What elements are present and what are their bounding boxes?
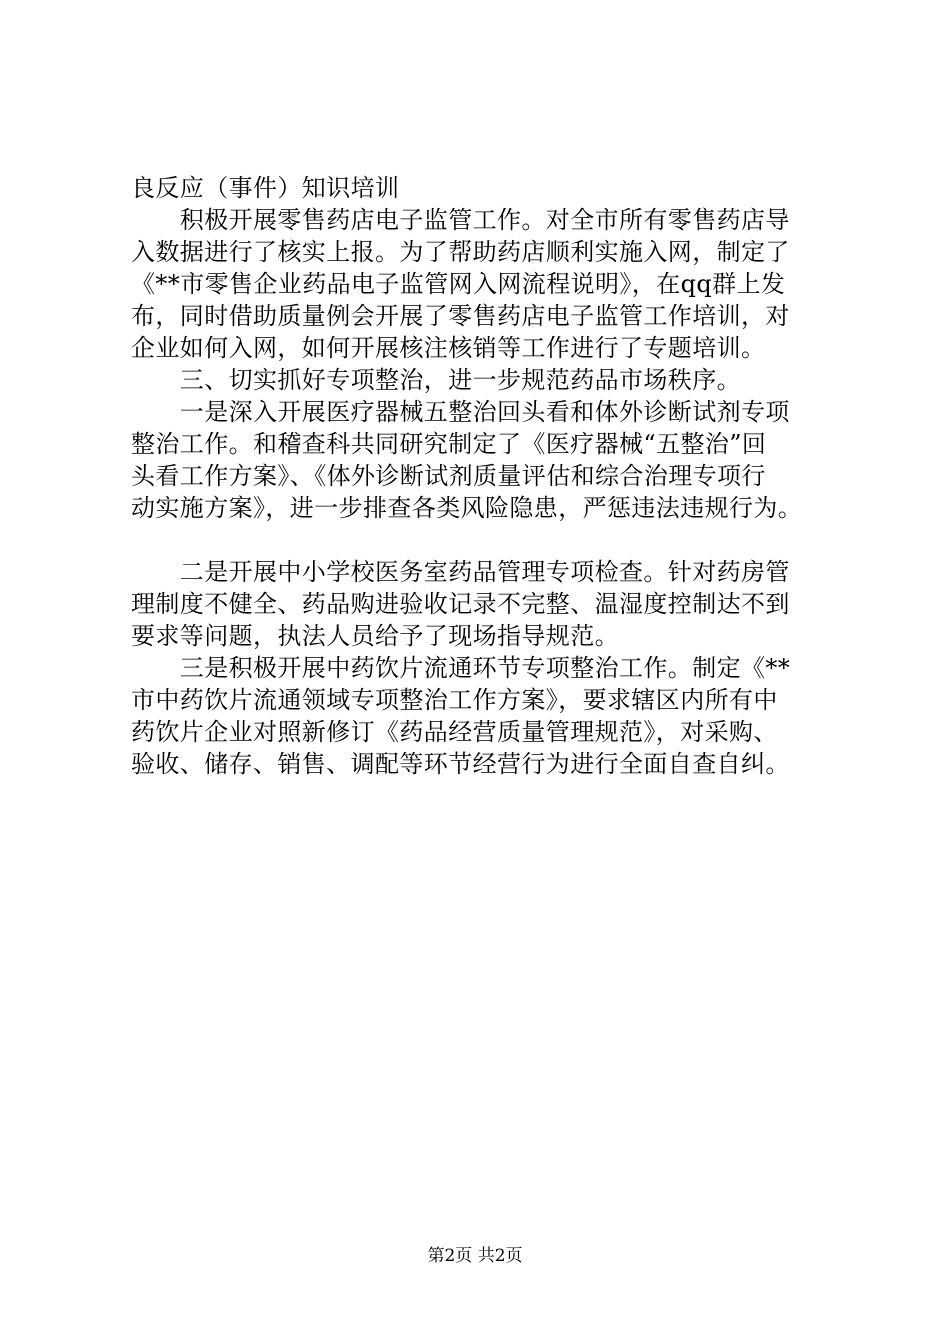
text-line: 入数据进行了核实上报。为了帮助药店顺利实施入网，制定了 [131, 238, 790, 266]
text-line: 要求等问题，执法人员给予了现场指导规范。 [131, 622, 619, 650]
text-line: 理制度不健全、药品购进验收记录不完整、温湿度控制达不到 [131, 590, 790, 618]
text-line: 市中药饮片流通领域专项整治工作方案》，要求辖区内所有中 [131, 686, 778, 714]
text-line: 积极开展零售药店电子监管工作。对全市所有零售药店导 [131, 206, 790, 234]
text-line: 《**市零售企业药品电子监管网入网流程说明》，在qq群上发 [131, 270, 786, 298]
text-line: 一是深入开展医疗器械五整治回头看和体外诊断试剂专项 [131, 398, 790, 426]
text-line: 药饮片企业对照新修订《药品经营质量管理规范》，对采购、 [131, 718, 778, 746]
text-line: 验收、储存、销售、调配等环节经营行为进行全面自查自纠。 [131, 750, 790, 778]
text-line: 企业如何入网，如何开展核注核销等工作进行了专题培训。 [131, 334, 766, 362]
text-line: 动实施方案》，进一步排查各类风险隐患，严惩违法违规行为。 [131, 494, 803, 522]
text-line: 良反应（事件）知识培训 [131, 174, 400, 202]
text-line: 三是积极开展中药饮片流通环节专项整治工作。制定《** [131, 654, 791, 682]
text-line: 布，同时借助质量例会开展了零售药店电子监管工作培训，对 [131, 302, 790, 330]
text-line: 头看工作方案》、《体外诊断试剂质量评估和综合治理专项行 [131, 462, 766, 490]
page-footer: 第2页 共2页 [427, 1246, 523, 1266]
text-line: 整治工作。和稽查科共同研究制定了《医疗器械“五整治”回 [131, 430, 767, 458]
text-line: 二是开展中小学校医务室药品管理专项检查。针对药房管 [131, 558, 790, 586]
text-line: 三、切实抓好专项整治，进一步规范药品市场秩序。 [131, 366, 741, 394]
